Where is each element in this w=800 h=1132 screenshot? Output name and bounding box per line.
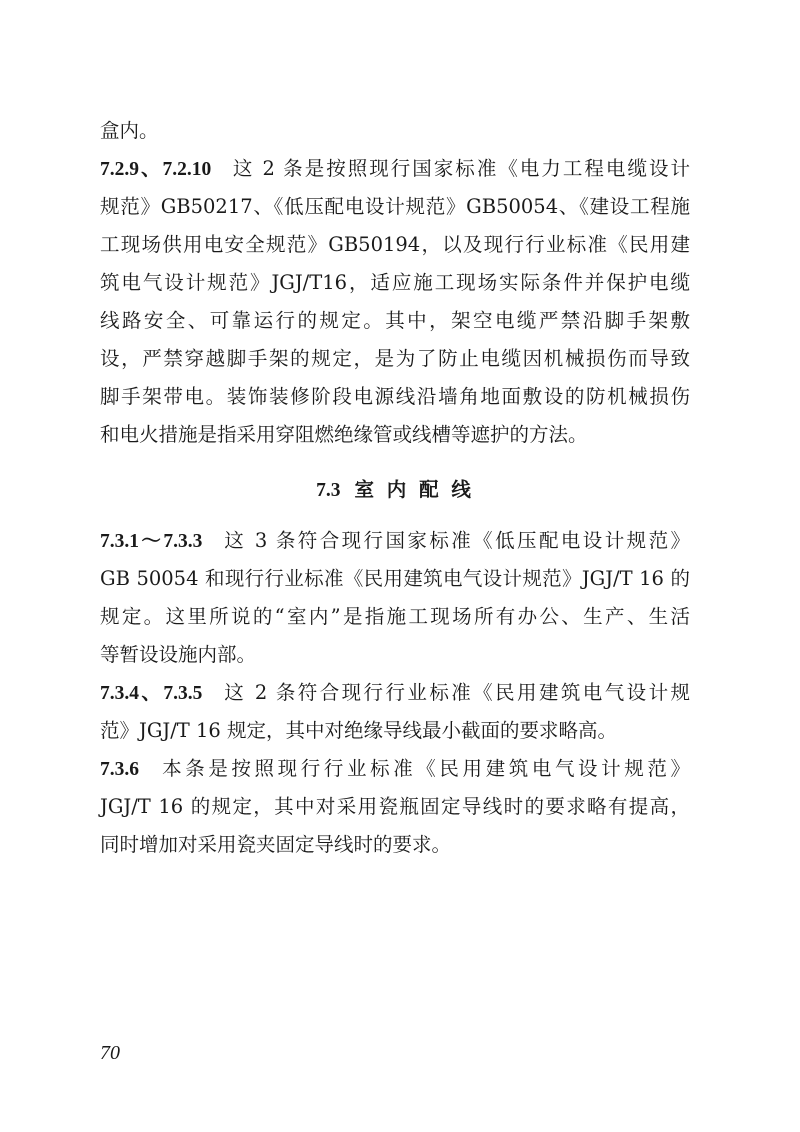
clause-text: 这 3 条符合现行国家标准《低压配电设计规范》 (221, 529, 690, 552)
paragraph-line: 等暂设设施内部。 (100, 643, 257, 666)
paragraph-line (100, 522, 690, 560)
page-number: 70 (100, 1042, 120, 1064)
clause-number: 7.3.4、7.3.5 (100, 683, 203, 704)
paragraph-line: 工现场供用电安全规范》GB50194，以及现行行业标准《民用建 (100, 233, 690, 256)
paragraph-line: 同时增加对采用瓷夹固定导线时的要求。 (100, 833, 452, 856)
clause-text: 这 2 条符合现行行业标准《民用建筑电气设计规 (221, 681, 690, 704)
clause-number: 7.3.6 (100, 759, 139, 780)
paragraph-line: 筑电气设计规范》JGJ/T16，适应施工现场实际条件并保护电缆 (100, 271, 690, 294)
paragraph-line: GB 50054 和现行行业标准《民用建筑电气设计规范》JGJ/T 16 的 (100, 567, 690, 590)
paragraph-line: 规范》GB50217、《低压配电设计规范》GB50054、《建设工程施 (100, 195, 690, 218)
paragraph-line: 脚手架带电。装饰装修阶段电源线沿墙角地面敷设的防机械损伤 (100, 385, 690, 408)
paragraph-line (100, 750, 690, 788)
paragraph-7-3-4 (100, 674, 690, 750)
clause-text: 这 2 条是按照现行国家标准《电力工程电缆设计 (230, 157, 690, 180)
paragraph-7-2-9 (100, 150, 690, 454)
paragraph-7-3-1 (100, 522, 690, 674)
paragraph-line (100, 674, 690, 712)
paragraph-line: 线路安全、可靠运行的规定。其中，架空电缆严禁沿脚手架敷 (100, 309, 690, 332)
paragraph-line: 范》JGJ/T 16 规定，其中对绝缘导线最小截面的要求略高。 (100, 719, 617, 742)
section-number: 7.3 (316, 480, 341, 501)
clause-number: 7.2.9、7.2.10 (100, 159, 212, 180)
paragraph-line: 和电火措施是指采用穿阻燃绝缘管或线槽等遮护的方法。 (100, 423, 588, 446)
paragraph-line: JGJ/T 16 的规定，其中对采用瓷瓶固定导线时的要求略有提高， (100, 795, 690, 818)
section-title: 室 内 配 线 (354, 478, 474, 501)
paragraph-line: 设，严禁穿越脚手架的规定，是为了防止电缆因机械损伤而导致 (100, 347, 690, 370)
section-heading (100, 471, 690, 509)
clause-number: 7.3.1～7.3.3 (100, 531, 203, 552)
paragraph-line (100, 150, 690, 188)
page-body (100, 112, 690, 864)
lead-line: 盒内。 (100, 119, 159, 142)
paragraph-line: 规定。这里所说的“室内”是指施工现场所有办公、生产、生活 (100, 605, 690, 628)
paragraph-7-3-6 (100, 750, 690, 864)
clause-text: 本条是按照现行行业标准《民用建筑电气设计规范》 (158, 757, 690, 780)
